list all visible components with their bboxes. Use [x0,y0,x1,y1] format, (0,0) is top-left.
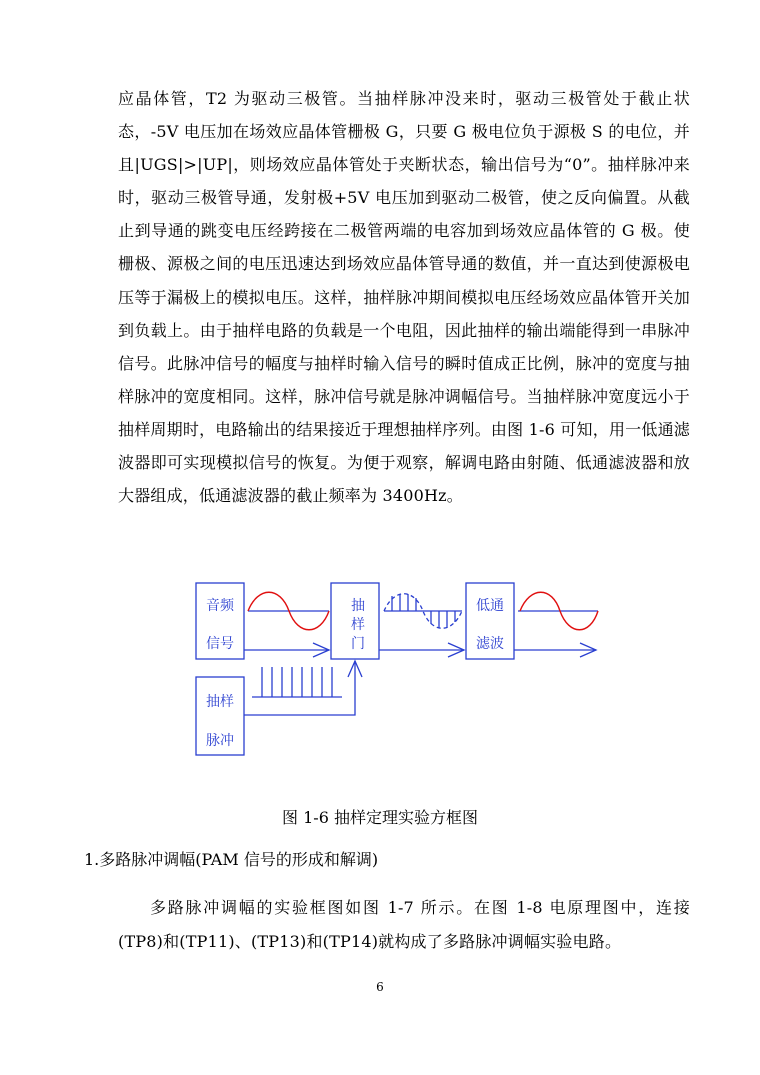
figure-caption: 图 1-6 抽样定理实验方框图 [282,808,478,827]
output-sine-wave [520,592,598,630]
sampled-wave [384,594,462,629]
section-heading: 1.多路脉冲调幅(PAM 信号的形成和解调) [84,850,379,869]
audio-box-label-2: 信号 [206,636,234,652]
lowpass-box-label-1: 低通 [476,598,504,614]
pulse-box-label-1: 抽样 [206,694,234,710]
audio-box-label-1: 音频 [206,598,234,614]
sample-bars [392,594,455,628]
arrow-pulse-to-gate [244,661,355,715]
pulse-train [262,667,332,697]
audio-signal-box [196,583,244,659]
sampling-gate-box [331,583,379,659]
gate-box-label-2: 样 [351,617,365,633]
lowpass-filter-box [466,583,514,659]
section-paragraph: 多路脉冲调幅的实验框图如图 1-7 所示。在图 1-8 电原理图中，连接(TP8)和(TP11)、(TP13)和(TP14)就构成了多路脉冲调幅实验电路。 [118,898,690,951]
body-paragraph: 应晶体管，T2 为驱动三极管。当抽样脉冲没来时，驱动三极管处于截止状态，-5V 电压加在场效应晶体管栅极 G，只要 G 极电位负于源极 S 的电位，并且|UGS|>|UP|，则场效应晶体管处于夹断状态，输出信号为“0”。抽样脉冲来时，驱动三极管导通，发射极+5V 电压加到驱动二极管，使之反向偏置。从截止到导通的跳变电压经跨接在二极管两端的电容加到场效应晶体管的 G 极。使栅极、源极之间的电压迅速达到场效应晶体管导通的数值，并一直达到使源极电压等于漏极上的模拟电压。这样，抽样脉冲期间模拟电压经场效应晶体管开关加到负载上。由于抽样电路的负载是一个电阻，因此抽样的输出端能得到一串脉冲信号。此脉冲信号的幅度与抽样时输入信号的瞬时值成正比例，脉冲的宽度与抽样脉冲的宽度相同。这样，脉冲信号就是脉冲调幅信号。当抽样脉冲宽度远小于抽样周期时，电路输出的结果接近于理想抽样序列。由图 1-6 可知，用一低通滤波器即可实现模拟信号的恢复。为便于观察，解调电路由射随、低通滤波器和放大器组成，低通滤波器的截止频率为 3400Hz。 [118,89,690,506]
input-sine-wave [248,592,329,630]
lowpass-box-label-2: 滤波 [476,636,504,652]
page-number: 6 [376,980,384,994]
gate-box-label-1: 抽 [351,598,365,614]
gate-box-label-3: 门 [351,636,365,652]
pulse-box-label-2: 脉冲 [206,733,234,749]
sampling-pulse-box [196,677,244,755]
